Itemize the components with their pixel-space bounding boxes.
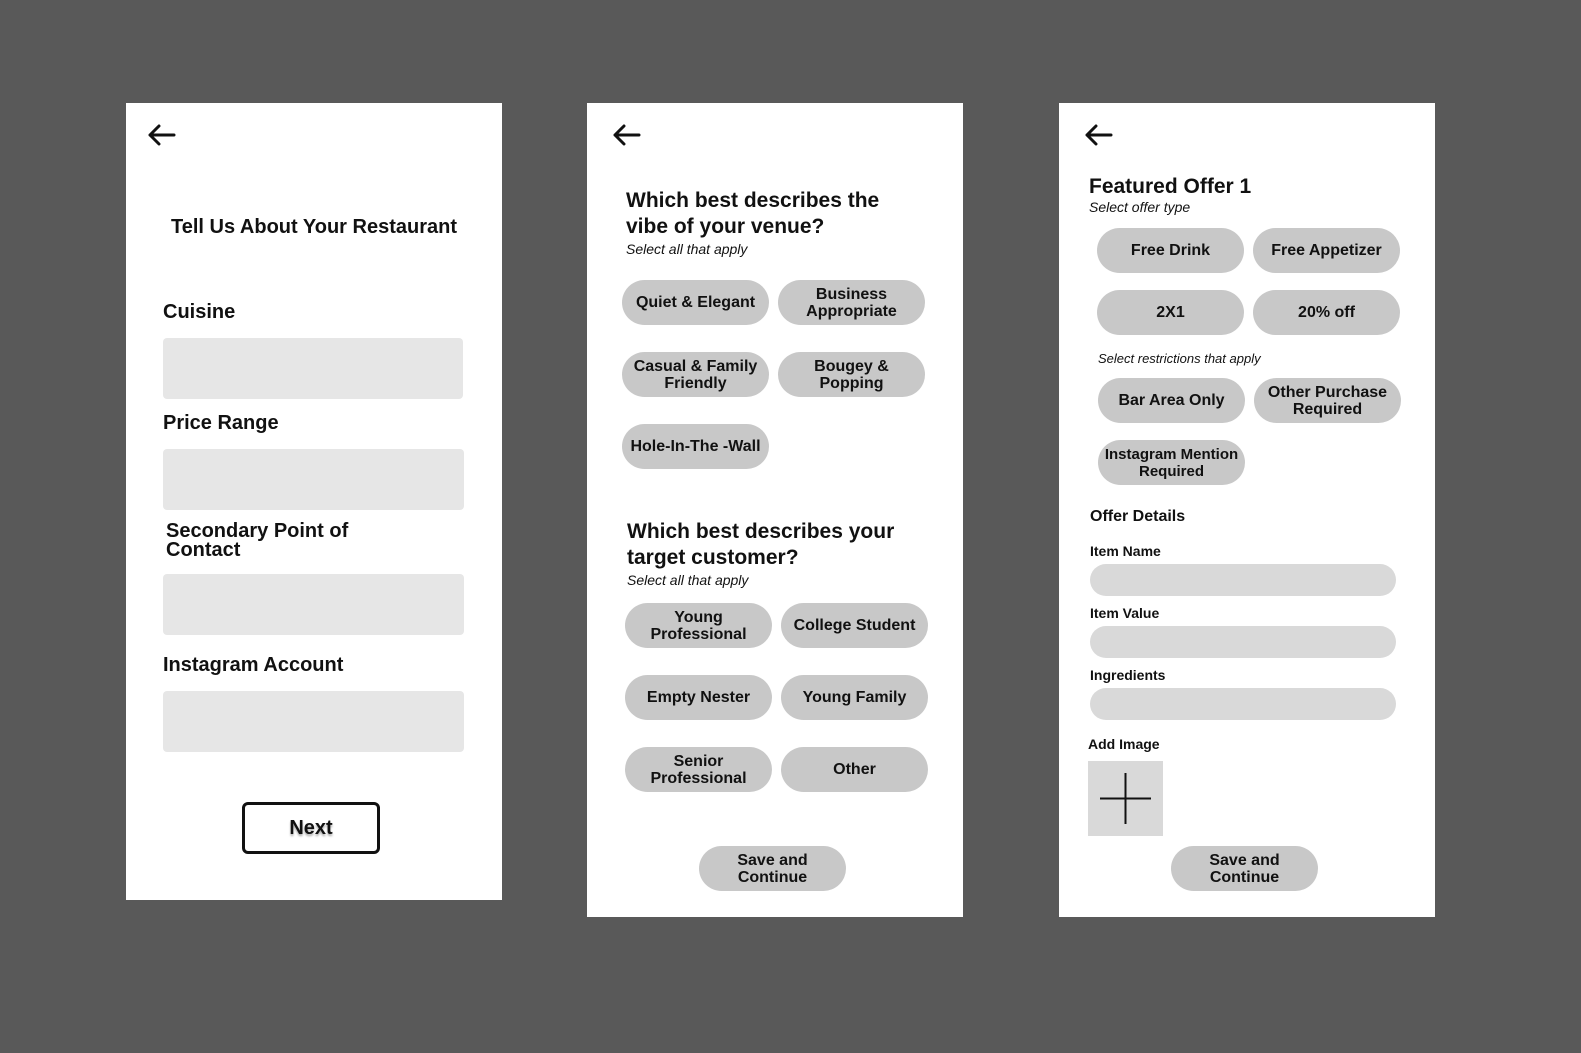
restaurant-info-screen [126,103,502,900]
offer-type-instruction: Select offer type [1089,199,1191,215]
item-value-input[interactable] [1090,626,1396,658]
add-image-button[interactable] [1088,761,1163,836]
vibe-instruction: Select all that apply [626,241,748,257]
item-value-label: Item Value [1090,605,1160,621]
vibe-option-bougey-popping[interactable]: Bougey & Popping [778,352,925,397]
cuisine-label: Cuisine [163,301,236,323]
customer-option-young-professional[interactable]: Young Professional [625,603,772,648]
save-continue-button[interactable]: Save and Continue [1171,846,1318,891]
offer-type-2x1[interactable]: 2X1 [1097,290,1244,335]
customer-option-other[interactable]: Other [781,747,928,792]
offer-type-free-drink[interactable]: Free Drink [1097,228,1244,273]
customer-option-college-student[interactable]: College Student [781,603,928,648]
restriction-instagram-mention-required[interactable]: Instagram Mention Required [1098,440,1245,485]
offer-details-heading: Offer Details [1090,508,1186,525]
secondary-contact-input[interactable] [163,574,464,635]
customer-option-young-family[interactable]: Young Family [781,675,928,720]
page-title: Tell Us About Your Restaurant [171,216,457,238]
item-name-label: Item Name [1090,543,1161,559]
venue-vibe-screen [587,103,963,917]
secondary-contact-label: Secondary Point of Contact [166,520,349,561]
vibe-option-hole-in-the-wall[interactable]: Hole-In-The -Wall [622,424,769,469]
customer-question: Which best describes your target customer? [627,520,895,569]
instagram-input[interactable] [163,691,464,752]
ingredients-input[interactable] [1090,688,1396,720]
restriction-bar-area-only[interactable]: Bar Area Only [1098,378,1245,423]
restriction-other-purchase-required[interactable]: Other Purchase Required [1254,378,1401,423]
item-name-input[interactable] [1090,564,1396,596]
offer-title: Featured Offer 1 [1089,175,1252,198]
back-arrow-icon[interactable] [1083,123,1113,147]
vibe-option-business-appropriate[interactable]: Business Appropriate [778,280,925,325]
offer-type-20-off[interactable]: 20% off [1253,290,1400,335]
next-button[interactable]: Next [242,802,380,854]
customer-option-empty-nester[interactable]: Empty Nester [625,675,772,720]
price-range-label: Price Range [163,412,279,434]
price-range-input[interactable] [163,449,464,510]
plus-icon [1088,761,1163,836]
save-continue-button[interactable]: Save and Continue [699,846,846,891]
restrictions-instruction: Select restrictions that apply [1098,351,1261,366]
featured-offer-screen [1059,103,1435,917]
vibe-question: Which best describes the vibe of your venue? [626,189,880,238]
cuisine-input[interactable] [163,338,463,399]
ingredients-label: Ingredients [1090,667,1166,683]
customer-option-senior-professional[interactable]: Senior Professional [625,747,772,792]
back-arrow-icon[interactable] [611,123,641,147]
customer-instruction: Select all that apply [627,572,749,588]
offer-type-free-appetizer[interactable]: Free Appetizer [1253,228,1400,273]
back-arrow-icon[interactable] [146,123,176,147]
add-image-label: Add Image [1088,736,1160,752]
vibe-option-casual-family[interactable]: Casual & Family Friendly [622,352,769,397]
instagram-label: Instagram Account [163,654,344,676]
vibe-option-quiet-elegant[interactable]: Quiet & Elegant [622,280,769,325]
